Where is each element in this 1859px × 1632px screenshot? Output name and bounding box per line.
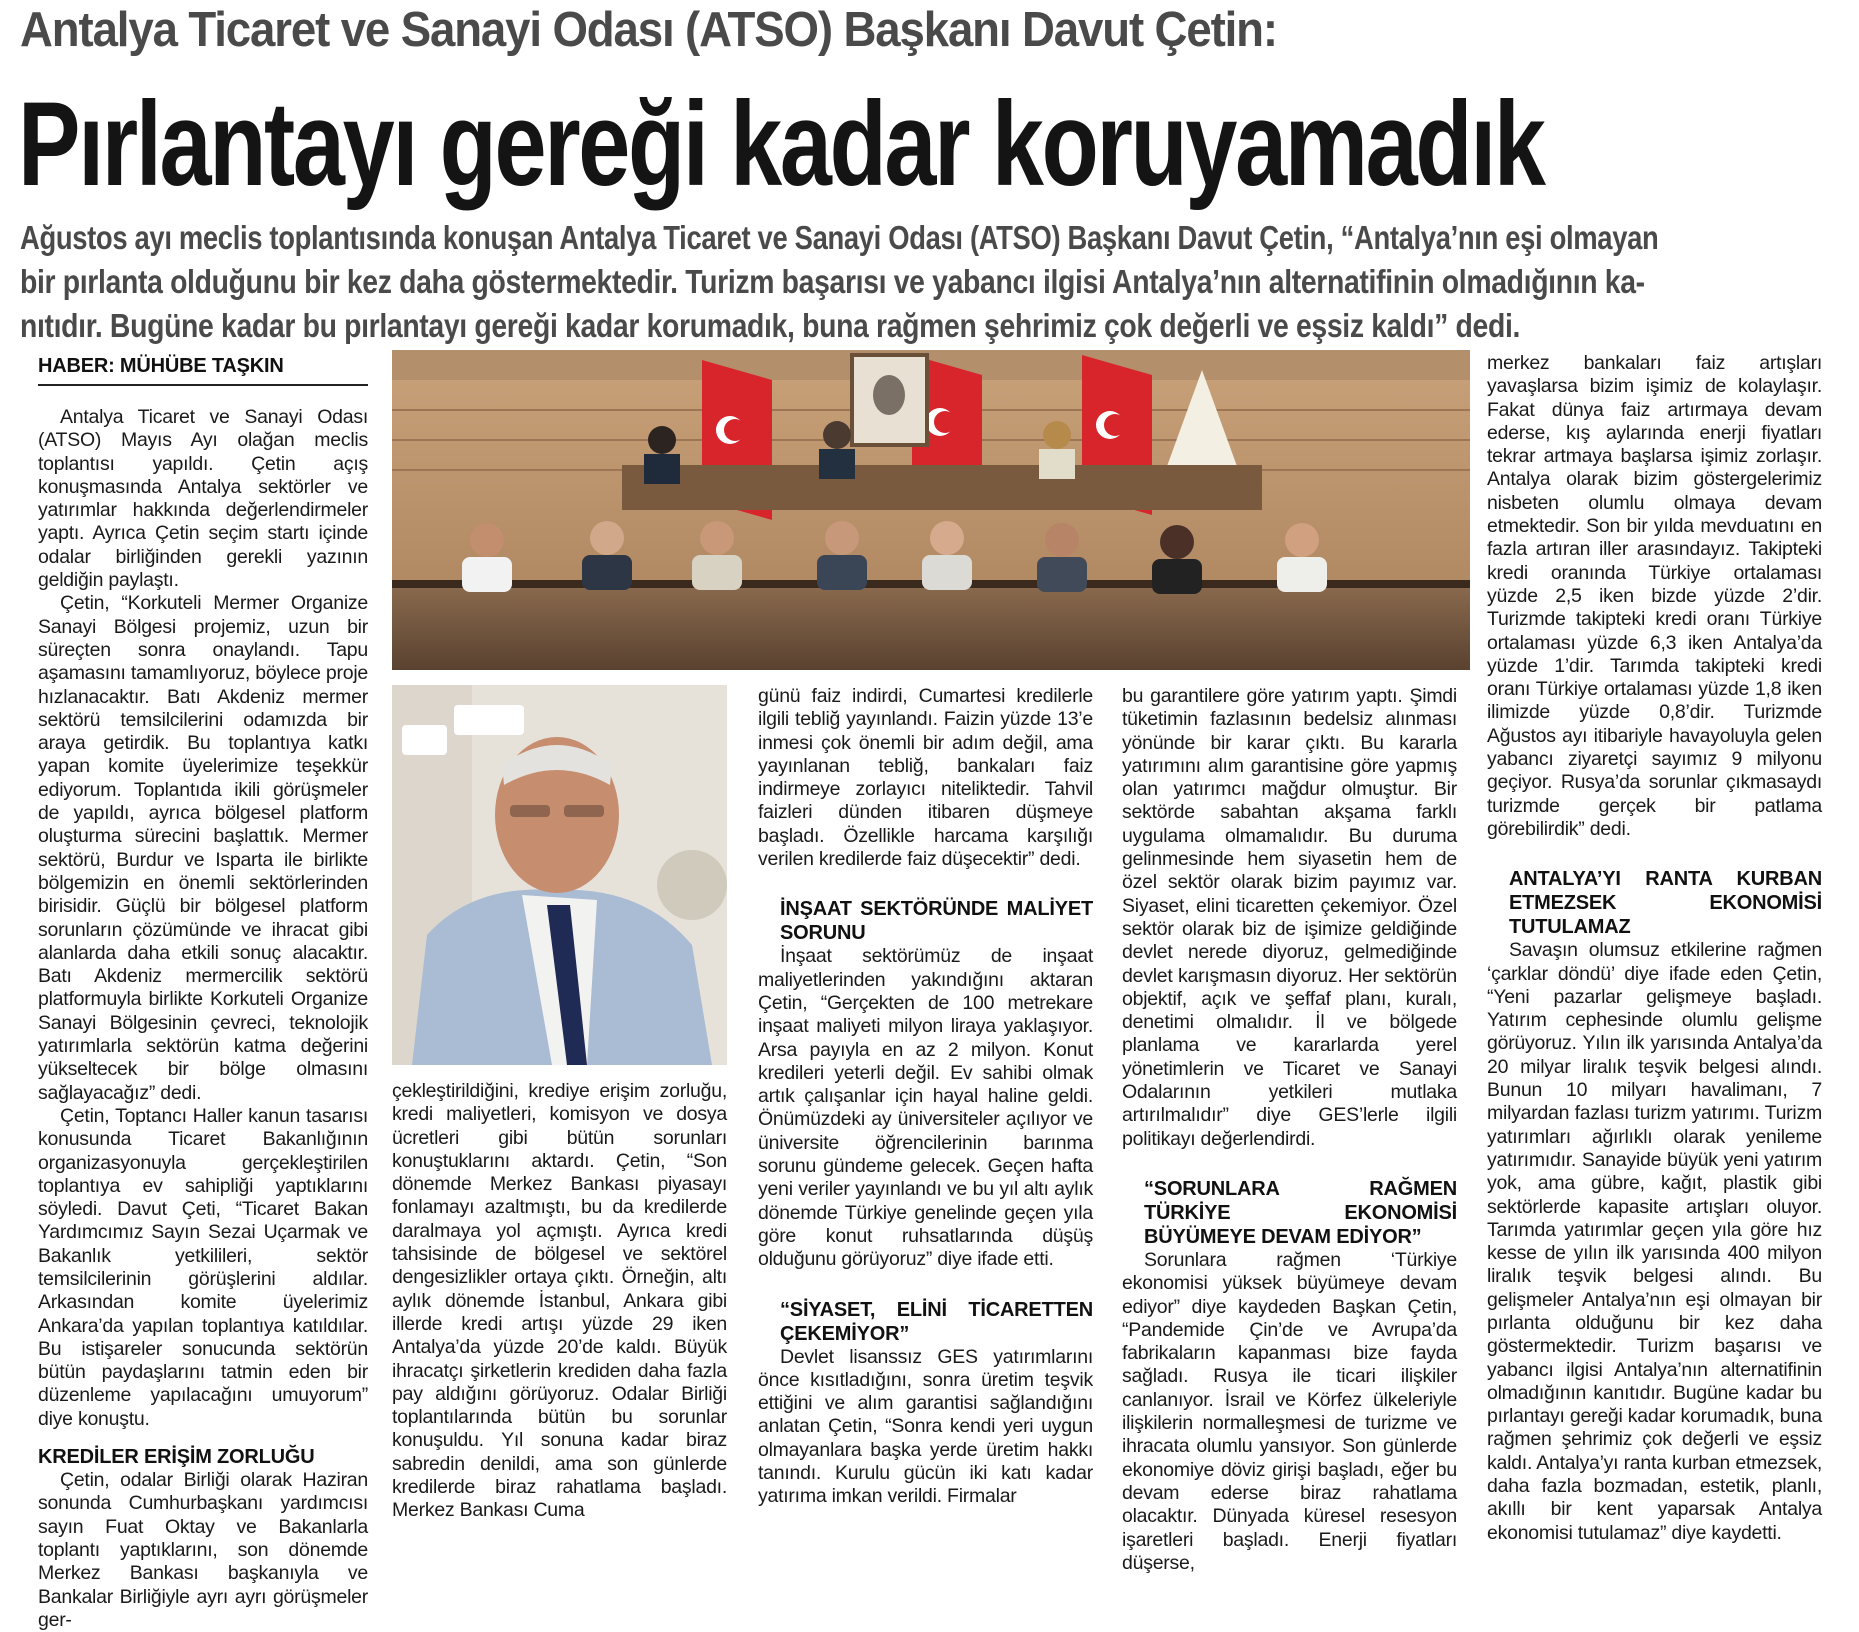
- byline: HABER: MÜHÜBE TAŞKIN: [38, 355, 284, 377]
- spot-line-3: nıtıdır. Bugüne kadar bu pırlantayı gereği kadar korumadık, buna rağmen şehrimiz çok değerli ve eşsiz kaldı” dedi.: [20, 307, 1521, 344]
- col2-paragraph: çekleştirildiğini, krediye erişim zorluğu, kredi maliyetleri, komisyon ve dosya ücretleri gibi bütün sorunları konuştuklarını aktardı. Çetin, “Son dönemde Merkez Bankası piyasayı fonlamayı azaltmıştı, bu da kredilerde daralmaya yol açmıştı. Ayrıca kredi tahsisinde de bölgesel ve sektörel dengesizlikler ortaya çıktı. Örneğin, altı aylık dönemde İstanbul, Ankara gibi illerde kredi artışı yüzde 29 iken Antalya’da yüzde 20’de kaldı. Büyük ihracatçı şirketlerin krediden daha fazla pay aldığını görüyoruz. Odalar Birliği toplantılarında bütün bu sorunlar konuşuldu. Yıl sonuna kadar biraz sabredin denildi, ama son günlerde kredilerde biraz rahatlama başladı. Merkez Bankası Cuma: [392, 1080, 727, 1522]
- column-2: [392, 1080, 727, 1523]
- portrait-photo: [392, 685, 727, 1065]
- col4-subheading: “SORUNLARA RAĞMEN TÜRKİYE EKONOMİSİ BÜYÜMEYE DEVAM EDİYOR”: [1144, 1177, 1457, 1248]
- portrait-photo-graphic: [392, 685, 727, 1065]
- col4-paragraph: Sorunlara rağmen ‘Türkiye ekonomisi yüksek büyümeye devam ediyor” diye kaydeden Başkan Çetin, “Pandemide Çin’de ve Avrupa’da fabrikaların kapanması bize fayda sağladı. Rusya ile ticari ilişkiler canlanıyor. İsrail ve Körfez ülkeleriyle ilişkilerin normalleşmesi de turizme ve ihracata olumlu yansıyor. Son günlerde ekonomiye döviz girişi başladı, eğer bu devam ederse biraz rahatlama olacaktır. Dünyada küresel resesyon işaretleri başladı. Enerji fiyatları düşerse,: [1122, 1248, 1457, 1574]
- col1-subheading: KREDİLER ERİŞİM ZORLUĞU: [38, 1446, 315, 1469]
- column-1: [38, 406, 368, 1632]
- meeting-photo-graphic: [392, 350, 1470, 670]
- spot-line-2: bir pırlanta olduğunu bir kez daha göstermektedir. Turizm başarısı ve yabancı ilgisi Antalya’nın alternatifinin olmadığının ka-: [20, 263, 1645, 300]
- spot-text: [20, 216, 1838, 348]
- col5-paragraph: merkez bankaları faiz artışları yavaşlarsa bizim işimiz de kolaylaşır. Fakat dünya faiz artırmaya devam ederse, kış aylarında enerji fiyatları tekrar artmaya başlarsa işimiz zorlaşır. Antalya olarak bizim göstergelerimiz nisbeten olumlu olmaya devam etmektedir. Son bir yılda mevduatını en fazla artıran iller arasındayız. Takipteki kredi oranında Türkiye ortalaması yüzde 2,5 iken bizde yüzde 2’dir. Turizmde takipteki kredi oranı Türkiye ortalaması yüzde 6,3 iken Antalya’da yüzde 1’dir. Tarımda takipteki kredi oranı Türkiye ortalaması yüzde 1,8 iken ilimizde yüzde 0,8’dir. Turizmde Ağustos ayı itibariyle havayoluyla gelen yabancı ziyaretçi sayımız 9 milyonu geçiyor. Rusya’da sorunlar çıkmasaydı turizmde gerçek bir patlama görebilirdik” dedi.: [1487, 352, 1822, 840]
- col1-paragraph: Çetin, odalar Birliği olarak Haziran sonunda Cumhurbaşkanı yardımcısı sayın Fuat Oktay ve Bakanlarla toplantı yaptıklarını, son dönemde Merkez Bankası başkanıyla ve Bankalar Birliğiyle ayrı ayrı görüşmeler ger-: [38, 1469, 368, 1631]
- col3-paragraph: Devlet lisanssız GES yatırımlarını önce kısıtladığını, sonra üretim teşvik ettiğini ve alım garantisi sağlandığını anlatan Çetin, “Sonra kendi yeri uygun olmayanlara başka yerde üretim hakkı tanındı. Kurulu gücün iki katı kadar yatırıma imkan verildi. Firmalar: [758, 1345, 1093, 1508]
- kicker: Antalya Ticaret ve Sanayi Odası (ATSO) Başkanı Davut Çetin:: [20, 3, 1277, 57]
- meeting-photo: [392, 350, 1470, 670]
- column-5: [1487, 352, 1822, 1545]
- col5-paragraph: Savaşın olumsuz etkilerine rağmen ‘çarklar döndü’ diye ifade eden Çetin, “Yeni pazarlar gelişmeye başladı. Yatırım cephesinde olumlu gelişme görüyoruz. Yılın ilk yarısında Antalya’da 20 milyar liralık teşvik belgesi alındı. Bunun 10 milyarı havalimanı, 7 milyardan fazlası turizm yatırımı. Turizm yatırımları ağırlıklı olarak yenileme yatırımıdır. Sanayide büyük yeni yatırım yok, ama gübre, kağıt, plastik gibi sektörlerde kapasite artışları oluyor. Tarımda yatırımlar geçen yıla göre hız kesse de yılın ilk yarısında 400 milyon liralık teşvik belgesi alındı. Bu gelişmeler Antalya’nın eşi olmayan bir pırlanta olduğunu bir kez daha göstermektedir. Turizm başarısı ve yabancı ilgisi Antalya’nın alternatifinin olmadığının kanıtıdır. Bugüne kadar bu pırlantayı gereği kadar korumadık, buna rağmen şehrimiz çok değerli ve eşsiz kaldı. Antalya’yı ranta kurban etmezsek, daha fazla bozmadan, estetik, planlı, akıllı bir kent yaparsak Antalya ekonomisi tutulamaz” diye kaydetti.: [1487, 939, 1822, 1544]
- col3-paragraph: İnşaat sektörümüz de inşaat maliyetlerinden yakındığını aktaran Çetin, “Gerçekten de 100 metrekare inşaat maliyeti milyon liraya yaklaşıyor. Arsa payıyla en az 2 milyon. Konut kredileri yeterli değil. Ev sahibi olmak artık çalışanlar için hayal haline geldi. Önümüzdeki ay üniversiteler açılıyor ve üniversite öğrencilerinin barınma sorunu gündeme gelecek. Geçen hafta yeni veriler yayınlandı ve bu yıl altı aylık dönemde Türkiye genelinde geçen yıla göre konut ruhsatlarında düşüş olduğunu görüyoruz” diye ifade etti.: [758, 945, 1093, 1271]
- col1-paragraph: Çetin, Toptancı Haller kanun tasarısı konusunda Ticaret Bakanlığının organizasyonuyla gerçekleştirilen toplantıya ev sahipliği yaptıklarını söyledi. Davut Çeti, “Ticaret Bakan Yardımcımız Sayın Sezai Uçarmak ve Bakanlık yetkilileri, sektör temsilcilerinin görüşlerini aldılar. Arkasından komite üyelerimiz Ankara’da yapılan toplantıya katıldılar. Bu istişareler sonucunda sektörün bütün paydaşlarını tatmin eden bir düzenleme yapılacağını umuyorum” diye konuştu.: [38, 1104, 368, 1430]
- byline-rule: [38, 384, 368, 386]
- column-4: [1122, 685, 1457, 1575]
- col4-paragraph: bu garantilere göre yatırım yaptı. Şimdi tüketimin fazlasının bedelsiz alınması yönünde bir karar çıktı. Bu kararla yatırımını alım garantisine göre yapmış olan yatırımcı mağdur olmuştur. Bir sektörde sabahtan akşama farklı uygulama olmamalıdır. Bu duruma gelinmesinde hem siyasetin hem de özel sektör olarak bizim payımız var. Siyaset, elini ticaretten çekemiyor. Özel sektör olarak biz de işimize geldiğinde devlet nerede diyoruz, gelmediğinde devlet karışmasın diyoruz. Her sektörün objektif, açık ve şeffaf planı, kuralı, denetimi olmalıdır. İl ve bölgede planlama ve kararlarda yerel yönetimlerin ve Ticaret ve Sanayi Odalarının yetkileri mutlaka artırılmalıdır” diye GES’lerle ilgili politikayı değerlendirdi.: [1122, 685, 1457, 1150]
- column-3: [758, 685, 1093, 1509]
- col1-paragraph: Çetin, “Korkuteli Mermer Organize Sanayi Bölgesi projemiz, uzun bir süreçten sonra onaylandı. Tapu aşamasını tamamlıyoruz, böylece proje hızlanacaktır. Batı Akdeniz mermer sektörü temsilcilerini odamızda bir araya getirdik. Bu toplantıya katkı yapan komite üyelerimize teşekkür ediyorum. Toplantıda ikili görüşmeler de yapıldı, ayrıca bölgesel platform oluşturma sürecini başlattık. Mermer sektörü, Burdur ve Isparta ile birlikte bölgemizin en önemli sektörlerinden birisidir. Güçlü bir bölgesel platform sorunların çözümünde ve ihracat gibi alanlarda daha etkili sonuç alacaktır. Batı Akdeniz mermercilik sektörü platformuyla birlikte Korkuteli Organize Sanayi Bölgesinin çevreci, teknolojik yatırımlarla sektörün katma değerini yükseltecek bir bölge olmasını sağlayacağız” dedi.: [38, 592, 368, 1104]
- col3-subheading: “SİYASET, ELİNİ TİCARETTEN ÇEKEMİYOR”: [780, 1298, 1093, 1345]
- spot-line-1: Ağustos ayı meclis toplantısında konuşan Antalya Ticaret ve Sanayi Odası (ATSO) Başkanı Davut Çetin, “Antalya’nın eşi olmayan: [20, 219, 1659, 256]
- headline: Pırlantayı gereği kadar koruyamadık: [18, 77, 1544, 211]
- col5-subheading: ANTALYA’YI RANTA KURBAN ETMEZSEK EKONOMİSİ TUTULAMAZ: [1509, 868, 1822, 939]
- col3-paragraph: günü faiz indirdi, Cumartesi kredilerle ilgili tebliğ yayınlandı. Faizin yüzde 13’e inmesi çok önemli bir adım değil, ama yayınlanan tebliğ, bankaları faiz indirmeye zorlayıcı niteliktedir. Tahvil faizleri dünden itibaren düşmeye başladı. Özellikle harcama karşılığı verilen kredilerde faiz düşecektir” dedi.: [758, 685, 1093, 871]
- col1-paragraph: Antalya Ticaret ve Sanayi Odası (ATSO) Mayıs Ayı olağan meclis toplantısı yapıldı. Çetin açış konuşmasında Antalya sektörler ve yatırımlar hakkında değerlendirmeler yaptı. Ayrıca Çetin seçim startı içinde odalar birliğinden gerekli yazının geldiğin paylaştı.: [38, 406, 368, 592]
- byline-block: [38, 355, 368, 386]
- col3-subheading: İNŞAAT SEKTÖRÜNDE MALİYET SORUNU: [780, 898, 1093, 945]
